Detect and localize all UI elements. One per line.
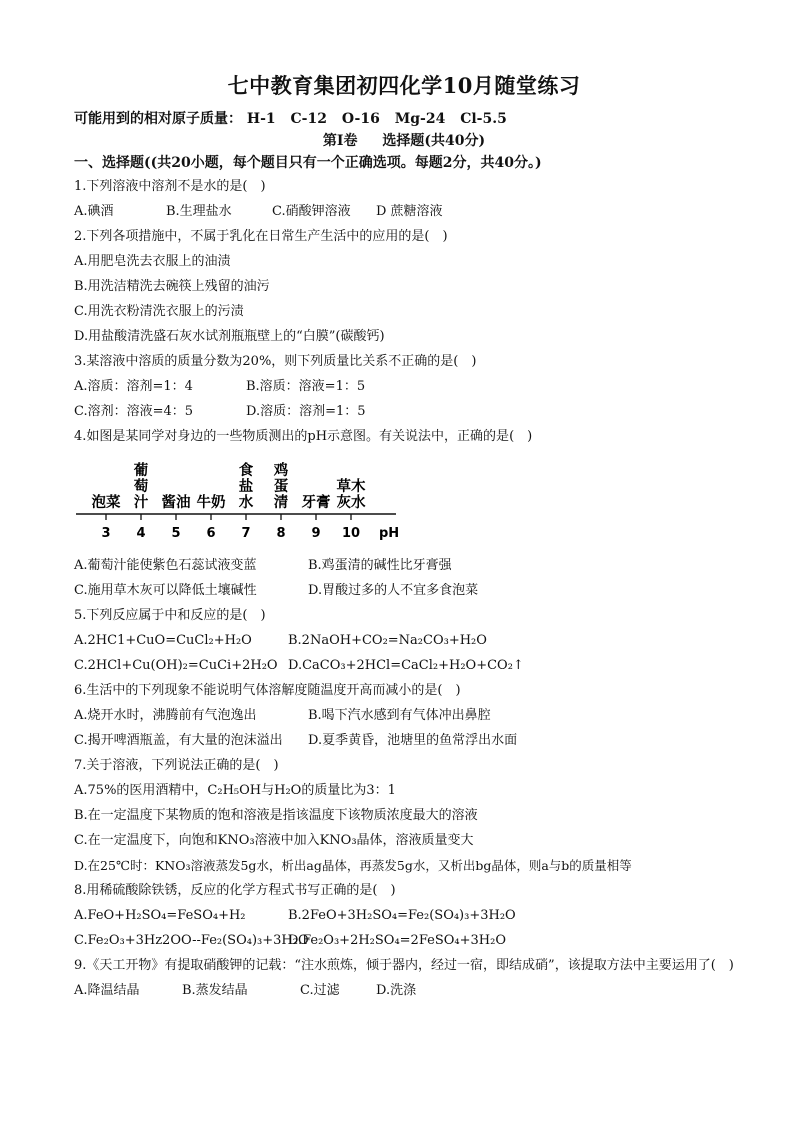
option-c: C.2HCl+Cu(OH)₂=CuCi+2H₂O [74, 658, 278, 673]
ph-tick-label: 9 [311, 526, 321, 541]
option-b: B.鸡蛋清的碱性比牙膏强 [308, 558, 452, 573]
option-d: D.溶质：溶剂=1：5 [246, 404, 366, 419]
question-6-stem: 6.生活中的下列现象不能说明气体溶解度随温度开高而减小的是( ) [74, 683, 461, 698]
svg-text:鸡: 鸡 [273, 463, 289, 479]
section-heading: 一、选择题((共20小题，每个题目只有一个正确选项。每题2分，共40分。) [74, 155, 542, 171]
svg-text:萄: 萄 [133, 479, 149, 495]
ph-item-label [337, 477, 366, 511]
option-d: D.Fe₂O₃+2H₂SO₄=2FeSO₄+3H₂O [288, 933, 506, 948]
question-1-options [74, 199, 734, 224]
atomic-masses-label: 可能用到的相对原子质量： [74, 111, 242, 127]
option-c: C.施用草木灰可以降低土壤碱性 [74, 583, 257, 598]
ph-tick-label: 10 [341, 526, 361, 541]
question-3-stem: 3.某溶液中溶质的质量分数为20%，则下列质量比关系不正确的是( ) [74, 354, 477, 369]
question-3-options-row2 [74, 399, 734, 424]
svg-text:草木: 草木 [336, 479, 366, 495]
ph-scale-figure [74, 449, 734, 549]
option-c: C.用洗衣粉清洗衣服上的污渍 [74, 304, 244, 319]
question-4-stem: 4.如图是某同学对身边的一些物质测出的pH示意图。有关说法中，正确的是( ) [74, 429, 533, 444]
ph-tick-label: 3 [101, 526, 111, 541]
option-a: A.2HC1+CuO=CuCl₂+H₂O [74, 633, 252, 648]
svg-text:水: 水 [238, 495, 254, 511]
ph-item-label [92, 493, 121, 511]
option-b: B.喝下汽水感到有气体冲出鼻腔 [308, 708, 491, 723]
part-desc: 选择题(共40分) [382, 133, 486, 149]
option-b: B.生理盐水 [166, 204, 232, 219]
ph-ticks [101, 514, 360, 541]
option-c: C.过滤 [300, 983, 340, 998]
part-name: 第Ⅰ卷 [322, 133, 358, 149]
question-6-options-row1 [74, 703, 734, 728]
ph-tick-label: 4 [136, 526, 146, 541]
question-4-options-row1 [74, 553, 734, 578]
option-a: A.葡萄汁能使紫色石蕊试液变蓝 [74, 558, 257, 573]
ph-item-label [273, 461, 289, 511]
question-5-options-row1 [74, 628, 734, 653]
option-c: C.Fe₂O₃+3Hz2OO--Fe₂(SO₄)₃+3H₂O [74, 933, 309, 948]
ph-item-labels [92, 461, 366, 511]
svg-text:食: 食 [238, 463, 254, 479]
mass-mg: Mg-24 [394, 111, 446, 127]
question-4-options-row2 [74, 578, 734, 603]
option-a: A.溶质：溶剂=1：4 [74, 379, 193, 394]
ph-tick-label: 6 [206, 526, 216, 541]
question-8-options-row1 [74, 903, 734, 928]
ph-tick-label: 8 [276, 526, 286, 541]
page-title: 七中教育集团初四化学10月随堂练习 [227, 73, 581, 98]
option-a: A.75%的医用酒精中，C₂H₅OH与H₂O的质量比为3：1 [74, 783, 396, 798]
mass-h: H-1 [246, 111, 276, 127]
svg-text:泡菜: 泡菜 [91, 495, 121, 511]
mass-c: C-12 [290, 111, 327, 127]
question-8-options-row2 [74, 928, 734, 953]
option-b: B.溶质：溶液=1：5 [246, 379, 366, 394]
option-a: A.用肥皂洗去衣服上的油渍 [74, 254, 231, 269]
option-d: D 蔗糖溶液 [376, 204, 443, 219]
svg-text:清: 清 [273, 495, 289, 511]
option-d: D.在25℃时：KNO₃溶液蒸发5g水，析出ag晶体，再蒸发5g水，又析出bg晶体，则a与b的质量相等 [74, 858, 632, 873]
question-5-stem: 5.下列反应属于中和反应的是( ) [74, 608, 266, 623]
question-8-stem: 8.用稀硫酸除铁锈，反应的化学方程式书写正确的是( ) [74, 883, 396, 898]
ph-tick-label: 5 [171, 526, 181, 541]
option-d: D.用盐酸清洗盛石灰水试剂瓶瓶壁上的“白膜”(碳酸钙) [74, 329, 385, 344]
question-9-options [74, 978, 734, 1003]
ph-axis-unit: pH [379, 526, 400, 541]
question-1-stem: 1.下列溶液中溶剂不是水的是( ) [74, 179, 266, 194]
ph-item-label [302, 493, 331, 511]
svg-text:灰水: 灰水 [336, 495, 366, 511]
question-6-options-row2 [74, 728, 734, 753]
option-a: A.烧开水时，沸腾前有气泡逸出 [74, 708, 257, 723]
ph-tick-label: 7 [241, 526, 251, 541]
svg-text:牛奶: 牛奶 [196, 495, 226, 511]
svg-text:牙膏: 牙膏 [301, 495, 331, 511]
option-b: B.蒸发结晶 [182, 983, 248, 998]
option-d: D.夏季黄昏，池塘里的鱼常浮出水面 [308, 733, 518, 748]
mass-cl: Cl-5.5 [460, 111, 507, 127]
ph-item-label [239, 461, 254, 511]
part-heading [74, 130, 734, 150]
option-c: C.在一定温度下，向饱和KNO₃溶液中加入KNO₃晶体，溶液质量变大 [74, 833, 474, 848]
question-5-options-row2 [74, 653, 734, 678]
question-3-options-row1 [74, 374, 734, 399]
question-7-stem: 7.关于溶液，下列说法正确的是( ) [74, 758, 279, 773]
option-a: A.FeO+H₂SO₄=FeSO₄+H₂ [74, 908, 246, 923]
option-d: D.胃酸过多的人不宜多食泡菜 [308, 583, 479, 598]
option-b: B.用洗洁精洗去碗筷上残留的油污 [74, 279, 270, 294]
svg-text:盐: 盐 [238, 479, 254, 495]
question-2-stem: 2.下列各项措施中，不属于乳化在日常生产生活中的应用的是( ) [74, 229, 448, 244]
option-b: B.2NaOH+CO₂=Na₂CO₃+H₂O [288, 633, 487, 648]
svg-text:汁: 汁 [133, 495, 149, 511]
svg-text:葡: 葡 [133, 463, 149, 479]
svg-text:酱油: 酱油 [161, 495, 191, 511]
option-c: C.硝酸钾溶液 [272, 204, 351, 219]
option-a: A.降温结晶 [74, 983, 140, 998]
option-c: C.溶剂：溶液=4：5 [74, 404, 194, 419]
option-d: D.洗涤 [376, 983, 417, 998]
mass-o: O-16 [341, 111, 380, 127]
ph-item-label [197, 493, 226, 511]
option-b: B.2FeO+3H₂SO₄=Fe₂(SO₄)₃+3H₂O [288, 908, 516, 923]
ph-item-label [162, 493, 191, 511]
svg-text:蛋: 蛋 [273, 479, 289, 495]
option-b: B.在一定温度下某物质的饱和溶液是指该温度下该物质浓度最大的溶液 [74, 808, 478, 823]
question-9-stem: 9.《天工开物》有提取硝酸钾的记载：“注水煎炼，倾于器内，经过一宿，即结成硝”，该提取方法中主要运用了( ) [74, 958, 734, 973]
exam-page [74, 62, 734, 1003]
ph-item-label [134, 461, 149, 511]
option-c: C.揭开啤酒瓶盖，有大量的泡沫溢出 [74, 733, 283, 748]
option-d: D.CaCO₃+2HCl=CaCl₂+H₂O+CO₂↑ [288, 658, 524, 673]
option-a: A.碘酒 [74, 204, 114, 219]
atomic-masses [74, 108, 734, 128]
